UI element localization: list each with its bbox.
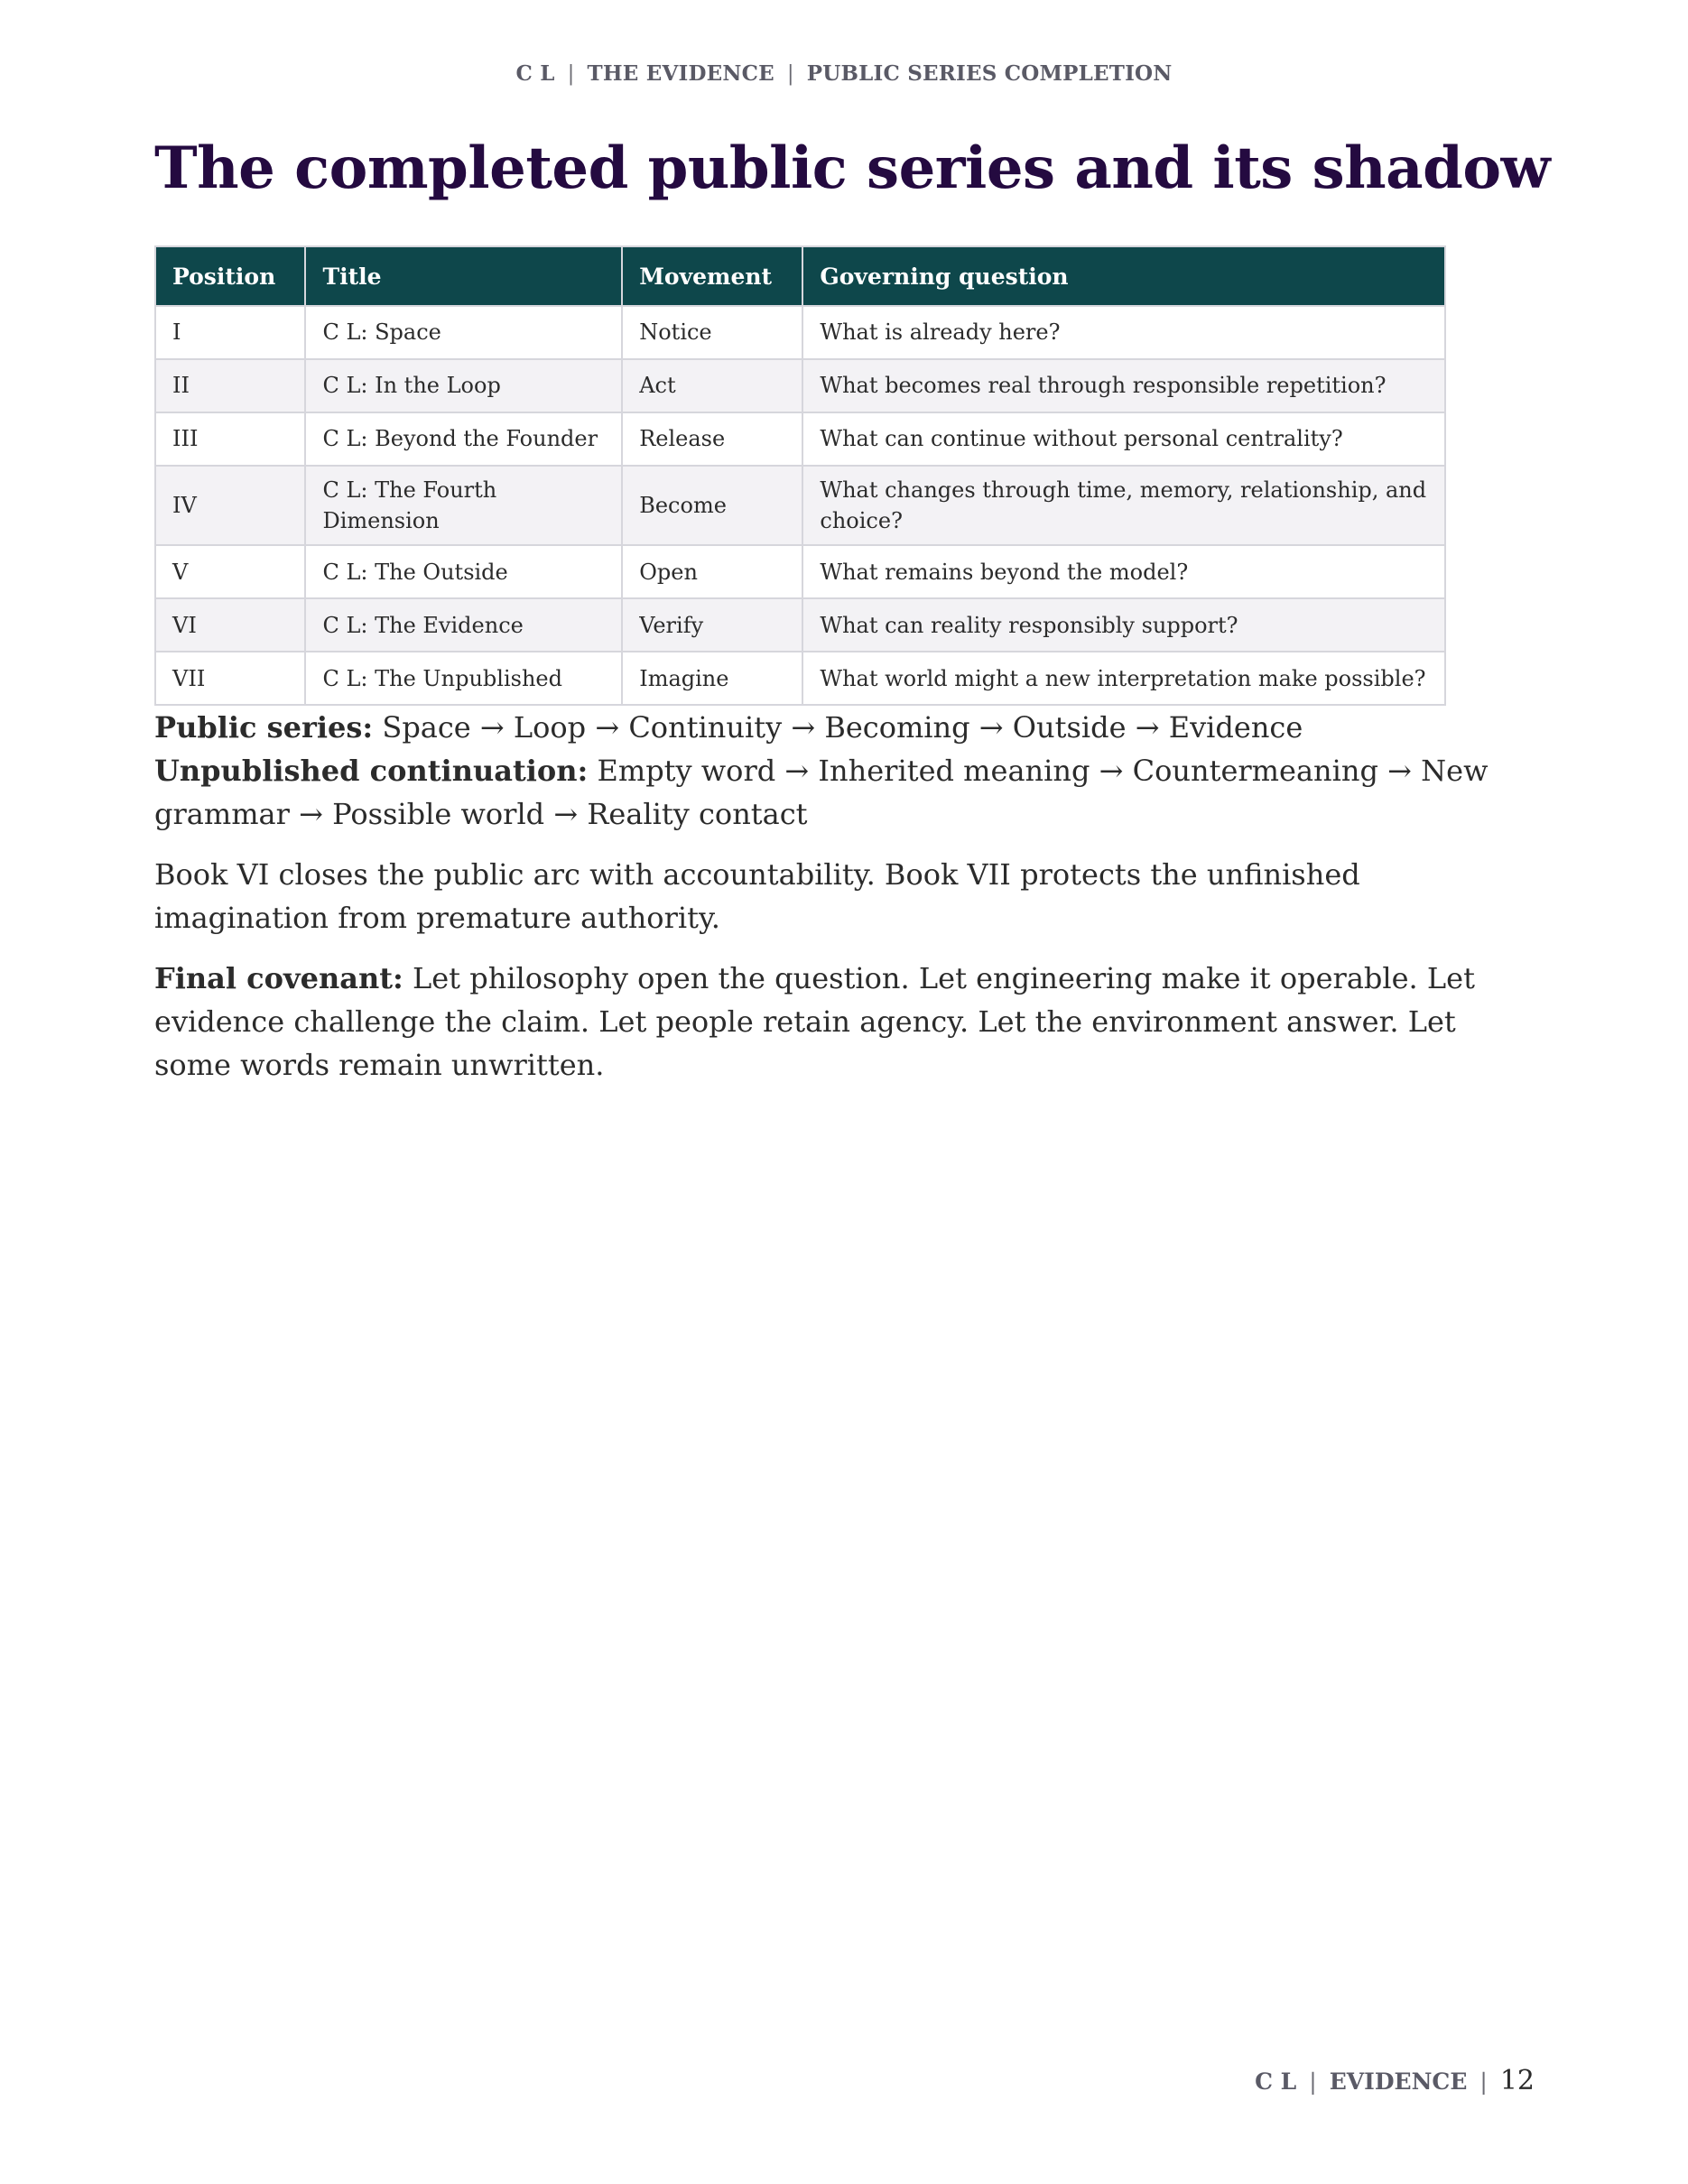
closing-paragraph: [154, 853, 1535, 939]
public-series-text: Space → Loop → Continuity → Becoming → Outside → Evidence: [382, 710, 1303, 745]
cell-movement: Notice: [622, 306, 802, 359]
table-row: [155, 359, 1445, 412]
cell-question: What is already here?: [802, 306, 1445, 359]
closing-text: Book VI closes the public arc with accountability. Book VII protects the unfinished imagination from premature authority.: [154, 857, 1360, 935]
cell-question: What can continue without personal centrality?: [802, 412, 1445, 466]
table-row: [155, 545, 1445, 598]
table-row: [155, 466, 1445, 545]
unpublished-continuation-line: [154, 749, 1535, 836]
cell-title: C L: The Evidence: [305, 598, 622, 652]
unpublished-continuation-text: Empty word → Inherited meaning → Countermeaning → New grammar → Possible world → Reality contact: [154, 754, 1489, 831]
column-header-position: Position: [155, 246, 305, 306]
column-header-movement: Movement: [622, 246, 802, 306]
final-covenant-text: Let philosophy open the question. Let engineering make it operable. Let evidence challenge the claim. Let people retain agency. Let the environment answer. Let some words remain unwritten.: [154, 961, 1475, 1082]
column-header-governing-question: Governing question: [802, 246, 1445, 306]
running-footer: [1255, 2065, 1535, 2096]
cell-question: What world might a new interpretation make possible?: [802, 652, 1445, 705]
cell-title: C L: The Fourth Dimension: [305, 466, 622, 545]
page-number: 12: [1499, 2065, 1535, 2096]
cell-position: VII: [155, 652, 305, 705]
public-series-label: Public series:: [154, 710, 374, 745]
cell-title: C L: In the Loop: [305, 359, 622, 412]
cell-position: III: [155, 412, 305, 466]
cell-question: What can reality responsibly support?: [802, 598, 1445, 652]
cell-position: II: [155, 359, 305, 412]
header-separator: |: [567, 62, 575, 86]
cell-movement: Become: [622, 466, 802, 545]
cell-question: What changes through time, memory, relationship, and choice?: [802, 466, 1445, 545]
public-series-line: [154, 706, 1535, 749]
cell-movement: Verify: [622, 598, 802, 652]
table-row: [155, 306, 1445, 359]
cell-title: C L: Space: [305, 306, 622, 359]
footer-author: C L: [1255, 2068, 1297, 2095]
cell-title: C L: Beyond the Founder: [305, 412, 622, 466]
cell-question: What becomes real through responsible repetition?: [802, 359, 1445, 412]
cell-movement: Release: [622, 412, 802, 466]
final-covenant-label: Final covenant:: [154, 961, 403, 995]
footer-section: EVIDENCE: [1329, 2068, 1468, 2095]
final-covenant-line: [154, 957, 1535, 1087]
header-section: PUBLIC SERIES COMPLETION: [806, 61, 1173, 86]
page-title: The completed public series and its shadow: [154, 134, 1551, 202]
header-book: THE EVIDENCE: [587, 61, 774, 86]
unpublished-continuation-label: Unpublished continuation:: [154, 754, 589, 788]
series-table: [154, 245, 1446, 706]
series-arcs: [154, 706, 1535, 836]
running-header: [0, 61, 1688, 86]
table-row: [155, 598, 1445, 652]
cell-question: What remains beyond the model?: [802, 545, 1445, 598]
table-row: [155, 652, 1445, 705]
table-header-row: [155, 246, 1445, 306]
header-separator: |: [786, 62, 794, 86]
cell-position: V: [155, 545, 305, 598]
cell-movement: Act: [622, 359, 802, 412]
cell-position: IV: [155, 466, 305, 545]
column-header-title: Title: [305, 246, 622, 306]
cell-position: I: [155, 306, 305, 359]
footer-separator: |: [1309, 2068, 1317, 2095]
header-author: C L: [515, 61, 555, 86]
cell-position: VI: [155, 598, 305, 652]
cell-movement: Open: [622, 545, 802, 598]
final-covenant-paragraph: [154, 957, 1535, 1087]
table-row: [155, 412, 1445, 466]
cell-title: C L: The Unpublished: [305, 652, 622, 705]
footer-separator: |: [1479, 2068, 1488, 2095]
cell-title: C L: The Outside: [305, 545, 622, 598]
cell-movement: Imagine: [622, 652, 802, 705]
